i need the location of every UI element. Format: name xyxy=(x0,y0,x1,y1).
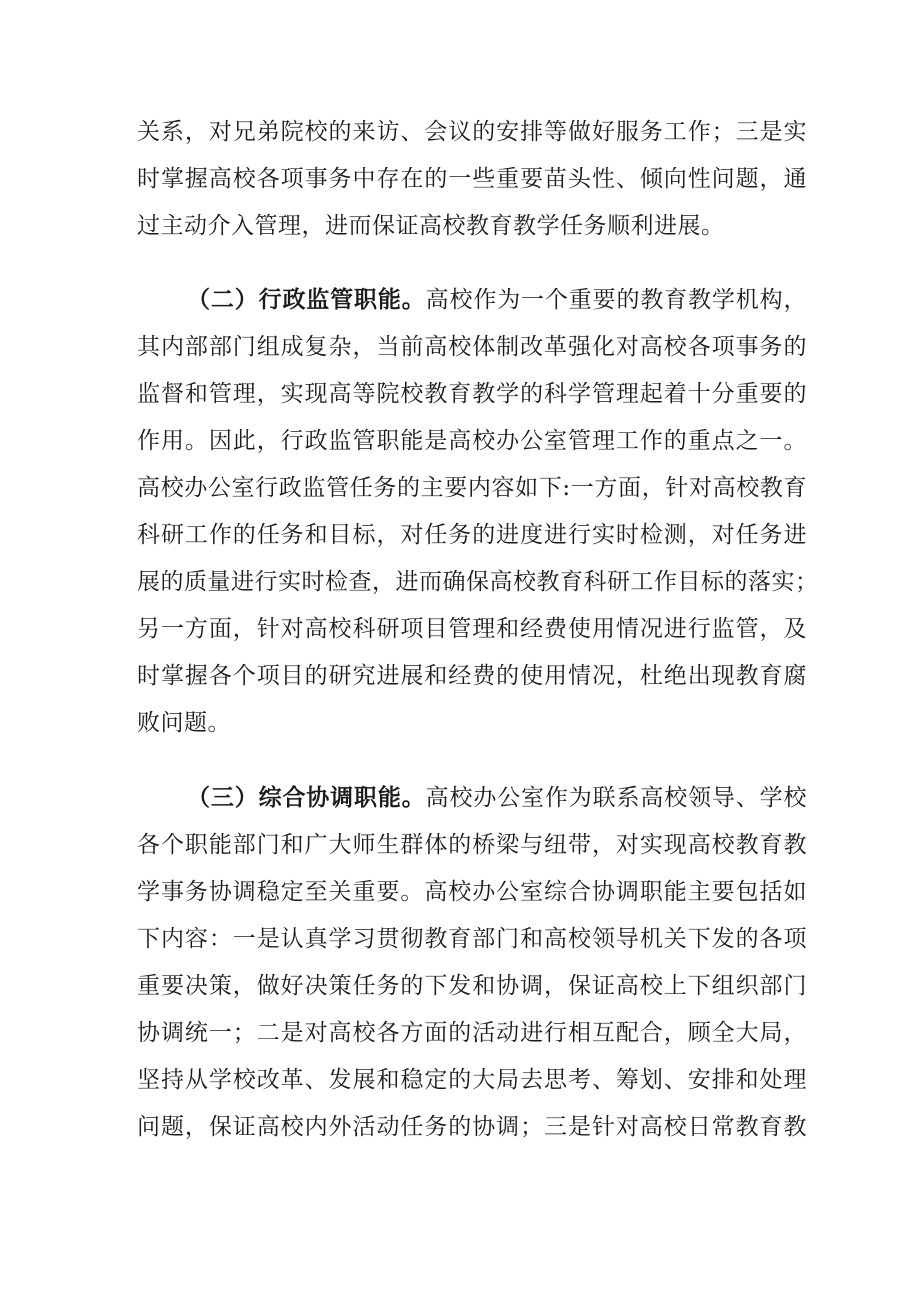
text-line: 问题，保证高校内外活动任务的协调；三是针对高校日常教育教 xyxy=(137,1114,807,1140)
text-line: 展的质量进行实时检查，进而确保高校教育科研工作目标的落实； xyxy=(137,569,819,595)
text-line: 坚持从学校改革、发展和稳定的大局去思考、筹划、安排和处理 xyxy=(137,1067,807,1093)
text-line: 时掌握各个项目的研究进展和经费的使用情况，杜绝出现教育腐 xyxy=(137,663,807,689)
paragraph-first-line xyxy=(187,783,807,813)
text-span: 高校作为一个重要的教育教学机构， xyxy=(425,287,808,313)
section-heading-coordination: （三）综合协调职能。 xyxy=(187,784,426,811)
text-span: 高校办公室作为联系高校领导、学校 xyxy=(425,785,808,811)
text-line: 关系，对兄弟院校的来访、会议的安排等做好服务工作；三是实 xyxy=(137,119,807,145)
text-line: 下内容：一是认真学习贯彻教育部门和高校领导机关下发的各项 xyxy=(137,926,807,952)
text-line: 败问题。 xyxy=(137,710,231,736)
text-line: 监督和管理，实现高等院校教育教学的科学管理起着十分重要的 xyxy=(137,381,807,407)
text-line: 学事务协调稳定至关重要。高校办公室综合协调职能主要包括如 xyxy=(137,879,807,905)
text-line: 时掌握高校各项事务中存在的一些重要苗头性、倾向性问题，通 xyxy=(137,166,807,192)
text-line: 重要决策，做好决策任务的下发和协调，保证高校上下组织部门 xyxy=(137,973,807,999)
text-line: 科研工作的任务和目标，对任务的进度进行实时检测，对任务进 xyxy=(137,522,807,548)
text-line: 各个职能部门和广大师生群体的桥梁与纽带，对实现高校教育教 xyxy=(137,832,807,858)
text-line: 其内部部门组成复杂，当前高校体制改革强化对高校各项事务的 xyxy=(137,334,807,360)
text-line: 过主动介入管理，进而保证高校教育教学任务顺利进展。 xyxy=(137,213,725,239)
text-line: 另一方面，针对高校科研项目管理和经费使用情况进行监管，及 xyxy=(137,616,807,642)
text-line: 作用。因此，行政监管职能是高校办公室管理工作的重点之一。 xyxy=(137,428,807,454)
paragraph-first-line xyxy=(187,285,807,315)
section-heading-admin-supervision: （二）行政监管职能。 xyxy=(187,286,426,313)
text-line: 高校办公室行政监管任务的主要内容如下:一方面，针对高校教育 xyxy=(137,475,807,501)
text-line: 协调统一；二是对高校各方面的活动进行相互配合，顾全大局， xyxy=(137,1020,807,1046)
